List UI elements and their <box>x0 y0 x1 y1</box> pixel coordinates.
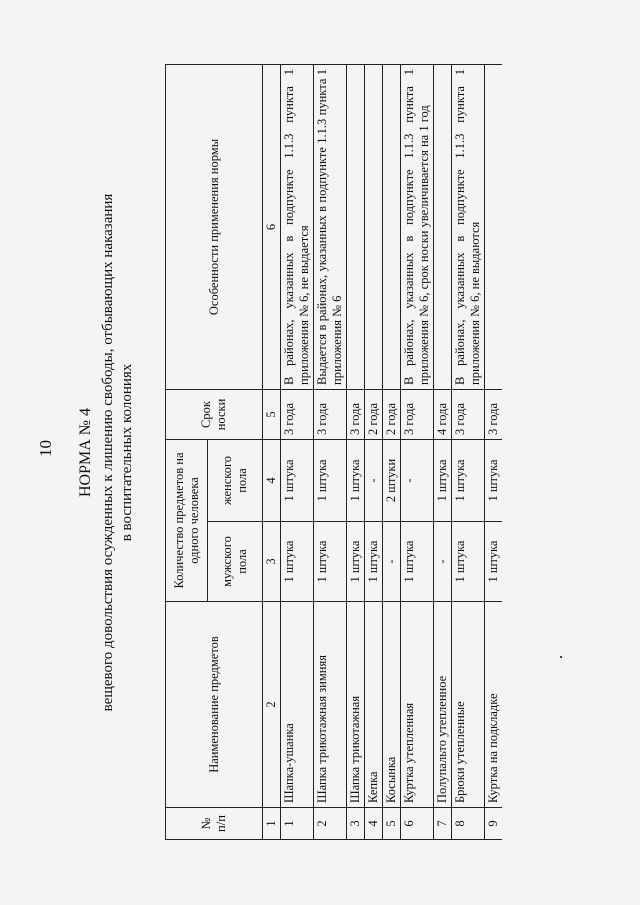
header-qty-group: Количество предметов на одного человека <box>166 439 208 601</box>
male-quantity: 1 штука <box>281 522 314 602</box>
row-number: 2 <box>314 808 347 840</box>
scan-speck <box>560 656 562 658</box>
item-name: Шапка трикотажная зимняя <box>314 602 347 808</box>
wear-term: 3 года <box>281 389 314 439</box>
item-name: Брюки утепленные <box>452 602 485 808</box>
header-term: Срок носки <box>166 389 263 439</box>
item-name: Куртка утепленная <box>401 602 434 808</box>
item-name: Куртка на подкладке <box>485 602 503 808</box>
row-number: 9 <box>485 808 503 840</box>
table-row <box>401 64 434 839</box>
wear-term: 2 года <box>383 389 401 439</box>
wear-term: 3 года <box>314 389 347 439</box>
item-name: Косынка <box>383 602 401 808</box>
male-quantity: 1 штука <box>347 522 365 602</box>
table-row <box>281 64 314 839</box>
norm-subtitle-line2: в воспитательных колониях <box>119 363 135 542</box>
header-notes: Особенности применения нормы <box>166 64 263 389</box>
item-name: Кепка <box>365 602 383 808</box>
table-row <box>434 64 452 839</box>
female-quantity: 1 штука <box>452 439 485 521</box>
female-quantity: 1 штука <box>314 439 347 521</box>
wear-term: 3 года <box>485 389 503 439</box>
item-name: Полупальто утепленное <box>434 602 452 808</box>
item-name: Шапка трикотажная <box>347 602 365 808</box>
wear-term: 2 года <box>365 389 383 439</box>
page-number: 10 <box>36 440 55 457</box>
norm-subtitle-line1: вещевого довольствия осужденных к лишению свободы, отбывающих наказания <box>100 193 116 712</box>
female-quantity: 1 штука <box>434 439 452 521</box>
female-quantity: 1 штука <box>485 439 503 521</box>
row-number: 7 <box>434 808 452 840</box>
wear-term: 4 года <box>434 389 452 439</box>
item-name: Шапка-ушанка <box>281 602 314 808</box>
usage-note: В районах, указанных в подпункте 1.1.3 пункта 1 приложения № 6, не выдается <box>281 64 314 389</box>
usage-note <box>434 64 452 389</box>
header-name: Наименование предметов <box>166 602 263 808</box>
column-number: 5 <box>263 389 281 439</box>
usage-note <box>347 64 365 389</box>
column-number: 6 <box>263 64 281 389</box>
usage-note: Выдается в районах, указанных в подпункте 1.1.3 пункта 1 приложения № 6 <box>314 64 347 389</box>
male-quantity: - <box>383 522 401 602</box>
female-quantity: - <box>365 439 383 521</box>
male-quantity: 1 штука <box>485 522 503 602</box>
table-row <box>347 64 365 839</box>
female-quantity: 2 штуки <box>383 439 401 521</box>
male-quantity: 1 штука <box>452 522 485 602</box>
column-number: 4 <box>263 439 281 521</box>
header-male: мужского пола <box>208 522 263 602</box>
male-quantity: - <box>434 522 452 602</box>
table-row <box>485 64 503 839</box>
female-quantity: - <box>401 439 434 521</box>
usage-note <box>383 64 401 389</box>
table-row <box>365 64 383 839</box>
wear-term: 3 года <box>401 389 434 439</box>
wear-term: 3 года <box>347 389 365 439</box>
row-number: 4 <box>365 808 383 840</box>
table-row <box>452 64 485 839</box>
column-number: 3 <box>263 522 281 602</box>
usage-note: В районах, указанных в подпункте 1.1.3 пункта 1 приложения № 6, срок носки увеличивается на 1 год <box>401 64 434 389</box>
header-num: № п/п <box>166 808 263 840</box>
usage-note <box>485 64 503 389</box>
female-quantity: 1 штука <box>347 439 365 521</box>
row-number: 6 <box>401 808 434 840</box>
female-quantity: 1 штука <box>281 439 314 521</box>
column-number: 1 <box>263 808 281 840</box>
row-number: 8 <box>452 808 485 840</box>
male-quantity: 1 штука <box>314 522 347 602</box>
male-quantity: 1 штука <box>401 522 434 602</box>
usage-note <box>365 64 383 389</box>
row-number: 5 <box>383 808 401 840</box>
table-row <box>383 64 401 839</box>
row-number: 3 <box>347 808 365 840</box>
usage-note: В районах, указанных в подпункте 1.1.3 пункта 1 приложения № 6, не выдаются <box>452 64 485 389</box>
row-number: 1 <box>281 808 314 840</box>
male-quantity: 1 штука <box>365 522 383 602</box>
wear-term: 3 года <box>452 389 485 439</box>
table-row <box>314 64 347 839</box>
header-female: женского пола <box>208 439 263 521</box>
norm-title: НОРМА № 4 <box>77 407 94 498</box>
column-number: 2 <box>263 602 281 808</box>
norm-table <box>165 64 502 840</box>
